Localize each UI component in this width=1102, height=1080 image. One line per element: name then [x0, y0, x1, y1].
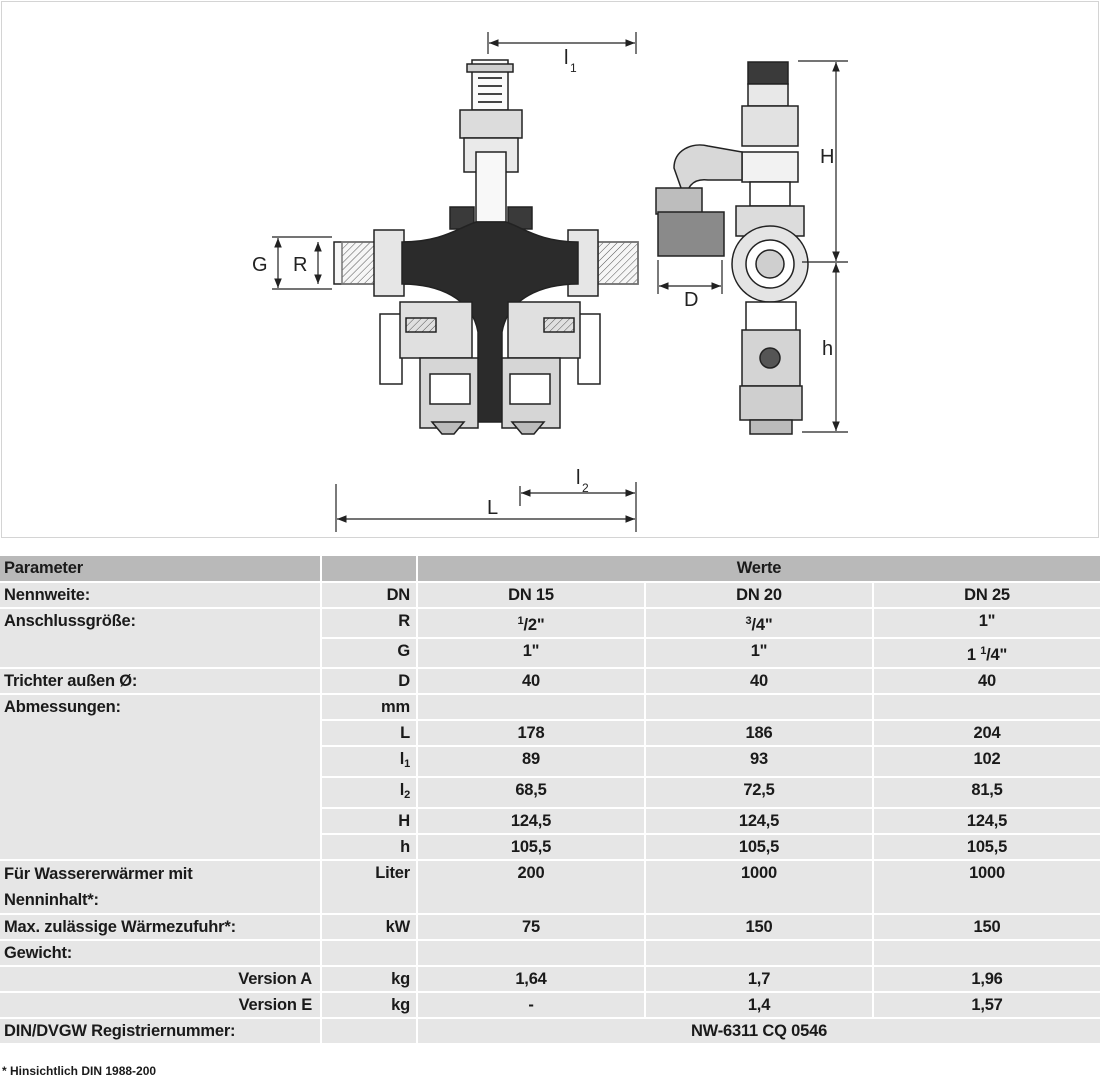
- row-symbol: [320, 1017, 416, 1043]
- row-value: [872, 939, 1100, 965]
- fraction-denominator: /4": [986, 645, 1008, 664]
- symbol-subscript: 2: [404, 788, 410, 801]
- row-value: 72,5: [644, 776, 872, 807]
- row-symbol: DN: [320, 581, 416, 607]
- row-value: 150: [872, 913, 1100, 939]
- row-value: 102: [872, 745, 1100, 776]
- fraction-numerator: 1: [517, 614, 524, 627]
- symbol-letter: l: [399, 780, 405, 799]
- fraction-denominator: /2": [523, 615, 545, 634]
- row-value: 89: [416, 745, 644, 776]
- row-version-a: [0, 965, 1100, 991]
- fraction-whole: 1: [966, 645, 981, 664]
- row-label: Trichter außen Ø:: [0, 667, 320, 693]
- dim-label-l1: l: [564, 47, 569, 69]
- dim-label-l2: l: [576, 467, 581, 489]
- row-symbol: R: [320, 607, 416, 637]
- row-value: 105,5: [644, 833, 872, 859]
- footnote: * Hinsichtlich DIN 1988-200: [2, 1064, 157, 1078]
- row-value: NW-6311 CQ 0546: [416, 1017, 1100, 1043]
- row-value: 81,5: [872, 776, 1100, 807]
- row-value: [416, 939, 644, 965]
- row-symbol: [320, 939, 416, 965]
- row-version-e: [0, 991, 1100, 1017]
- row-value: 1,64: [416, 965, 644, 991]
- row-label: Version A: [0, 965, 320, 991]
- row-label: [0, 637, 320, 667]
- row-value: 75: [416, 913, 644, 939]
- row-value: 1,4: [644, 991, 872, 1017]
- row-label: Nennweite:: [0, 581, 320, 607]
- row-symbol: mm: [320, 693, 416, 719]
- row-value: 93: [644, 745, 872, 776]
- row-value: [416, 693, 644, 719]
- row-symbol: [320, 776, 416, 807]
- dim-label-G: G: [252, 254, 268, 276]
- row-value: 105,5: [872, 833, 1100, 859]
- row-value: 178: [416, 719, 644, 745]
- row-value: [644, 939, 872, 965]
- row-dim-h: [0, 833, 1100, 859]
- row-value: DN 25: [872, 581, 1100, 607]
- row-label: [0, 807, 320, 833]
- row-value: 1,57: [872, 991, 1100, 1017]
- row-registrierung: [0, 1017, 1100, 1043]
- dim-label-D: D: [684, 289, 699, 311]
- row-value: 1": [644, 637, 872, 667]
- row-symbol: H: [320, 807, 416, 833]
- row-label: DIN/DVGW Registriernummer:: [0, 1017, 320, 1043]
- header-parameter: Parameter: [0, 556, 320, 581]
- row-anschluss-r: [0, 607, 1100, 637]
- row-label: Anschlussgröße:: [0, 607, 320, 637]
- row-label: [0, 776, 320, 807]
- row-label: [0, 859, 320, 913]
- row-value: -: [416, 991, 644, 1017]
- row-label: Abmessungen:: [0, 693, 320, 719]
- row-dim-l2: [0, 776, 1100, 807]
- symbol-subscript: 1: [404, 757, 410, 770]
- symbol-letter: l: [399, 749, 405, 768]
- row-gewicht: [0, 939, 1100, 965]
- row-value: 186: [644, 719, 872, 745]
- row-symbol: kg: [320, 991, 416, 1017]
- fraction-denominator: /4": [751, 615, 773, 634]
- row-label: Gewicht:: [0, 939, 320, 965]
- row-value: 1,7: [644, 965, 872, 991]
- row-value: 1": [872, 607, 1100, 637]
- label-line-1: Für Wassererwärmer mit: [4, 864, 193, 883]
- row-symbol: D: [320, 667, 416, 693]
- row-dim-H: [0, 807, 1100, 833]
- row-dim-l1: [0, 745, 1100, 776]
- row-value: [644, 607, 872, 637]
- fraction-numerator: 1: [980, 644, 987, 657]
- row-value: 1000: [644, 859, 872, 913]
- row-label: [0, 719, 320, 745]
- specification-table: [0, 556, 1100, 1043]
- row-symbol: Liter: [320, 859, 416, 913]
- dim-label-L: L: [487, 497, 499, 519]
- row-waermezufuhr: [0, 913, 1100, 939]
- row-value: 124,5: [416, 807, 644, 833]
- side-view: [656, 62, 808, 434]
- row-nennweite: [0, 581, 1100, 607]
- row-value: 68,5: [416, 776, 644, 807]
- row-label: [0, 745, 320, 776]
- row-value: 200: [416, 859, 644, 913]
- row-value: DN 15: [416, 581, 644, 607]
- valve-technical-drawing: [2, 2, 1100, 539]
- row-value: DN 20: [644, 581, 872, 607]
- row-label: Max. zulässige Wärmezufuhr*:: [0, 913, 320, 939]
- dim-label-l1-sub: 1: [570, 61, 577, 75]
- row-symbol: L: [320, 719, 416, 745]
- row-anschluss-g: [0, 637, 1100, 667]
- row-value: 124,5: [872, 807, 1100, 833]
- label-line-2: Nenninhalt*:: [4, 890, 99, 909]
- row-value: 105,5: [416, 833, 644, 859]
- row-symbol: [320, 745, 416, 776]
- header-symbol: [320, 556, 416, 581]
- row-value: [644, 693, 872, 719]
- row-value: 40: [416, 667, 644, 693]
- row-value: [872, 637, 1100, 667]
- technical-drawing-panel: [1, 1, 1099, 538]
- row-trichter: [0, 667, 1100, 693]
- row-wassererwaermer: [0, 859, 1100, 913]
- row-value: [872, 693, 1100, 719]
- row-value: [416, 607, 644, 637]
- row-label: [0, 833, 320, 859]
- row-symbol: G: [320, 637, 416, 667]
- front-section-view: [334, 60, 638, 434]
- row-value: 1000: [872, 859, 1100, 913]
- row-value: 124,5: [644, 807, 872, 833]
- row-symbol: kW: [320, 913, 416, 939]
- row-value: 204: [872, 719, 1100, 745]
- row-value: 1,96: [872, 965, 1100, 991]
- row-value: 40: [872, 667, 1100, 693]
- row-value: 1": [416, 637, 644, 667]
- header-values: Werte: [416, 556, 1100, 581]
- row-value: 40: [644, 667, 872, 693]
- table-header-row: [0, 556, 1100, 581]
- row-label: Version E: [0, 991, 320, 1017]
- row-dim-L: [0, 719, 1100, 745]
- row-symbol: kg: [320, 965, 416, 991]
- dim-label-l2-sub: 2: [582, 481, 589, 495]
- fraction-numerator: 3: [745, 614, 752, 627]
- dim-label-R: R: [293, 254, 308, 276]
- row-symbol: h: [320, 833, 416, 859]
- dim-label-H: H: [820, 146, 835, 168]
- dim-label-h: h: [822, 338, 834, 360]
- row-value: 150: [644, 913, 872, 939]
- row-abmessungen: [0, 693, 1100, 719]
